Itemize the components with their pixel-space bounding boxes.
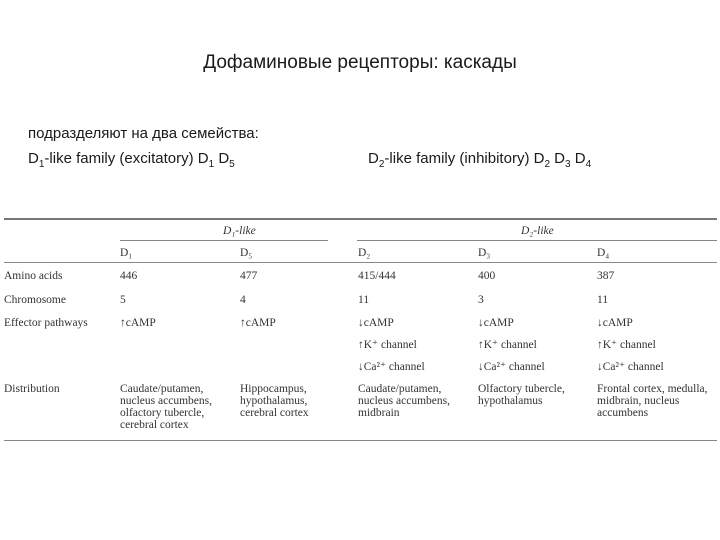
- table-cell: ↓cAMP: [478, 317, 514, 329]
- table-cell: 400: [478, 270, 496, 282]
- table-cell: Frontal cortex, medulla, midbrain, nucleus accumbens: [597, 383, 708, 419]
- column-header-1: D₁: [120, 247, 133, 259]
- table-cell: Olfactory tubercle, hypothalamus: [478, 383, 565, 407]
- column-header-2: D₅: [240, 247, 253, 259]
- table-cell: Hippocampus, hypothalamus, cerebral cortex: [240, 383, 309, 419]
- group1-header: D₁-like: [223, 225, 256, 237]
- row-label: Distribution: [4, 383, 60, 395]
- table-cell: 387: [597, 270, 615, 282]
- table-bottom-rule: [4, 440, 717, 441]
- family1-line: $D_1$-like family (excitatory) $D_1$ $D_5$: [28, 150, 235, 170]
- family2-line: $D_2$-like family (inhibitory) $D_2$ $D_3$ $D_4$: [368, 150, 592, 170]
- table-cell: ↓cAMP: [597, 317, 633, 329]
- group1-rule: [120, 240, 328, 241]
- table-cell: Caudate/putamen, nucleus accumbens, midbrain: [358, 383, 450, 419]
- table-cell: 477: [240, 270, 258, 282]
- table-cell: 11: [597, 294, 609, 306]
- table-cell: ↓Ca²⁺ channel: [478, 361, 545, 373]
- table-cell: ↑K⁺ channel: [358, 339, 417, 351]
- table-cell: ↑K⁺ channel: [597, 339, 656, 351]
- column-header-3: D₂: [358, 247, 371, 259]
- table-cell: ↓Ca²⁺ channel: [597, 361, 664, 373]
- row-label: Chromosome: [4, 294, 66, 306]
- intro-text: подразделяют на два семейства:: [28, 125, 259, 142]
- table-cell: 11: [358, 294, 370, 306]
- column-header-5: D₄: [597, 247, 610, 259]
- table-cell: ↑K⁺ channel: [478, 339, 537, 351]
- table-cell: ↑cAMP: [120, 317, 156, 329]
- group2-rule: [357, 240, 717, 241]
- table-cell: Caudate/putamen, nucleus accumbens, olfactory tubercle, cerebral cortex: [120, 383, 212, 431]
- row-label: Effector pathways: [4, 317, 88, 329]
- table-cell: ↑cAMP: [240, 317, 276, 329]
- table-top-rule: [4, 218, 717, 220]
- table-cell: 5: [120, 294, 126, 306]
- table-cell: 415/444: [358, 270, 396, 282]
- header-bottom-rule: [4, 262, 717, 263]
- table-cell: 446: [120, 270, 138, 282]
- table-cell: ↓cAMP: [358, 317, 394, 329]
- row-label: Amino acids: [4, 270, 63, 282]
- column-header-4: D₃: [478, 247, 491, 259]
- table-cell: 3: [478, 294, 484, 306]
- table-cell: ↓Ca²⁺ channel: [358, 361, 425, 373]
- table-cell: 4: [240, 294, 246, 306]
- slide-title: Дофаминовые рецепторы: каскады: [203, 52, 517, 73]
- group2-header: D₂-like: [521, 225, 554, 237]
